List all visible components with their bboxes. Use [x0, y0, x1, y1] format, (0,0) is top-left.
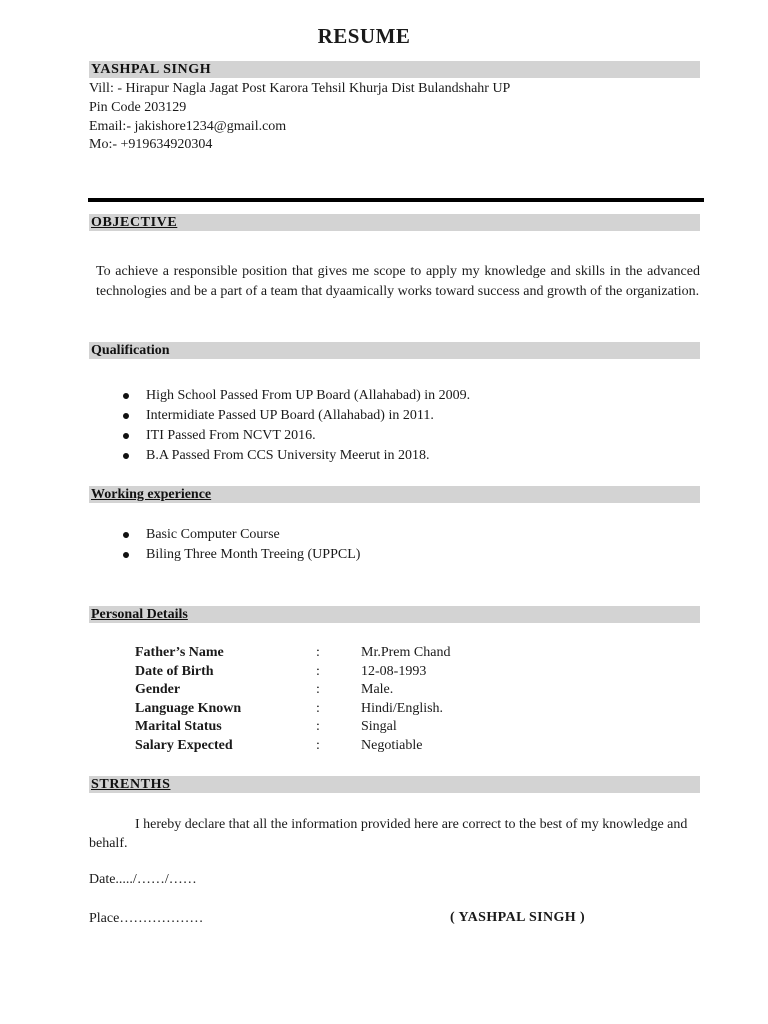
candidate-name: YASHPAL SINGH: [91, 62, 212, 77]
detail-value: Singal: [361, 719, 397, 735]
signature-name: ( YASHPAL SINGH ): [450, 910, 586, 925]
detail-separator: :: [316, 700, 320, 716]
bullet-icon: [123, 532, 129, 538]
detail-value: Negotiable: [361, 737, 423, 753]
objective-heading: OBJECTIVE: [91, 215, 178, 230]
detail-label: Marital Status: [135, 719, 222, 735]
detail-separator: :: [316, 682, 320, 698]
detail-label: Salary Expected: [135, 737, 233, 753]
qualification-item: High School Passed From UP Board (Allahabad) in 2009.: [146, 388, 471, 403]
experience-item: Biling Three Month Treeing (UPPCL): [146, 547, 361, 562]
personal-details-heading-bar: [89, 606, 700, 623]
bullet-icon: [123, 413, 129, 419]
table-row: [135, 663, 450, 682]
list-item: [122, 446, 470, 466]
pin-code-line: Pin Code 203129: [89, 100, 187, 115]
detail-label: Father’s Name: [135, 645, 224, 660]
qualification-item: Intermidiate Passed UP Board (Allahabad) in 2011.: [146, 408, 434, 423]
declaration-text: I hereby declare that all the information provided here are correct to the best of my knowledge and behalf.: [89, 817, 688, 851]
table-row: [135, 737, 450, 756]
document-title: RESUME: [317, 24, 411, 48]
email-line: Email:- jakishore1234@gmail.com: [89, 119, 287, 134]
experience-heading-bar: [89, 486, 700, 503]
date-line: Date...../……/……: [89, 872, 197, 887]
bullet-icon: [123, 433, 129, 439]
objective-text: To achieve a responsible position that gives me scope to apply my knowledge and skills in the advanced technologies and be a part of a team that dyaamically works toward success and growth of the organization.: [96, 264, 700, 299]
qualification-heading-bar: [89, 342, 700, 359]
detail-separator: :: [316, 645, 320, 660]
list-item: [122, 426, 470, 446]
detail-label: Gender: [135, 682, 181, 698]
experience-item: Basic Computer Course: [146, 527, 280, 542]
bullet-icon: [123, 453, 129, 459]
address-line: Vill: - Hirapur Nagla Jagat Post Karora Tehsil Khurja Dist Bulandshahr UP: [89, 81, 511, 96]
detail-value: 12-08-1993: [361, 663, 427, 679]
name-heading-bar: [89, 61, 700, 78]
table-row: [135, 681, 450, 700]
qualification-heading: Qualification: [91, 343, 170, 358]
detail-value: Male.: [361, 682, 394, 698]
detail-separator: :: [316, 719, 320, 735]
table-row: [135, 644, 450, 663]
list-item: [122, 545, 360, 565]
qualification-list: [122, 386, 470, 466]
detail-value: Mr.Prem Chand: [361, 645, 451, 660]
experience-list: [122, 525, 360, 565]
detail-label: Date of Birth: [135, 663, 214, 679]
objective-heading-bar: [89, 214, 700, 231]
strengths-heading: STRENTHS: [91, 777, 171, 792]
mobile-line: Mo:- +919634920304: [89, 137, 213, 152]
table-row: [135, 718, 450, 737]
detail-label: Language Known: [135, 700, 242, 716]
qualification-item: ITI Passed From NCVT 2016.: [146, 428, 316, 443]
header-divider: [88, 198, 704, 202]
detail-separator: :: [316, 737, 320, 753]
qualification-item: B.A Passed From CCS University Meerut in 2018.: [146, 448, 430, 463]
personal-details-heading: Personal Details: [91, 607, 188, 622]
bullet-icon: [123, 552, 129, 558]
detail-separator: :: [316, 663, 320, 679]
bullet-icon: [123, 393, 129, 399]
detail-value: Hindi/English.: [361, 700, 444, 716]
table-row: [135, 700, 450, 719]
list-item: [122, 406, 470, 426]
personal-details-table: [135, 644, 450, 756]
strengths-heading-bar: [89, 776, 700, 793]
list-item: [122, 386, 470, 406]
experience-heading: Working experience: [91, 487, 212, 502]
list-item: [122, 525, 360, 545]
place-line: Place………………: [89, 911, 204, 926]
